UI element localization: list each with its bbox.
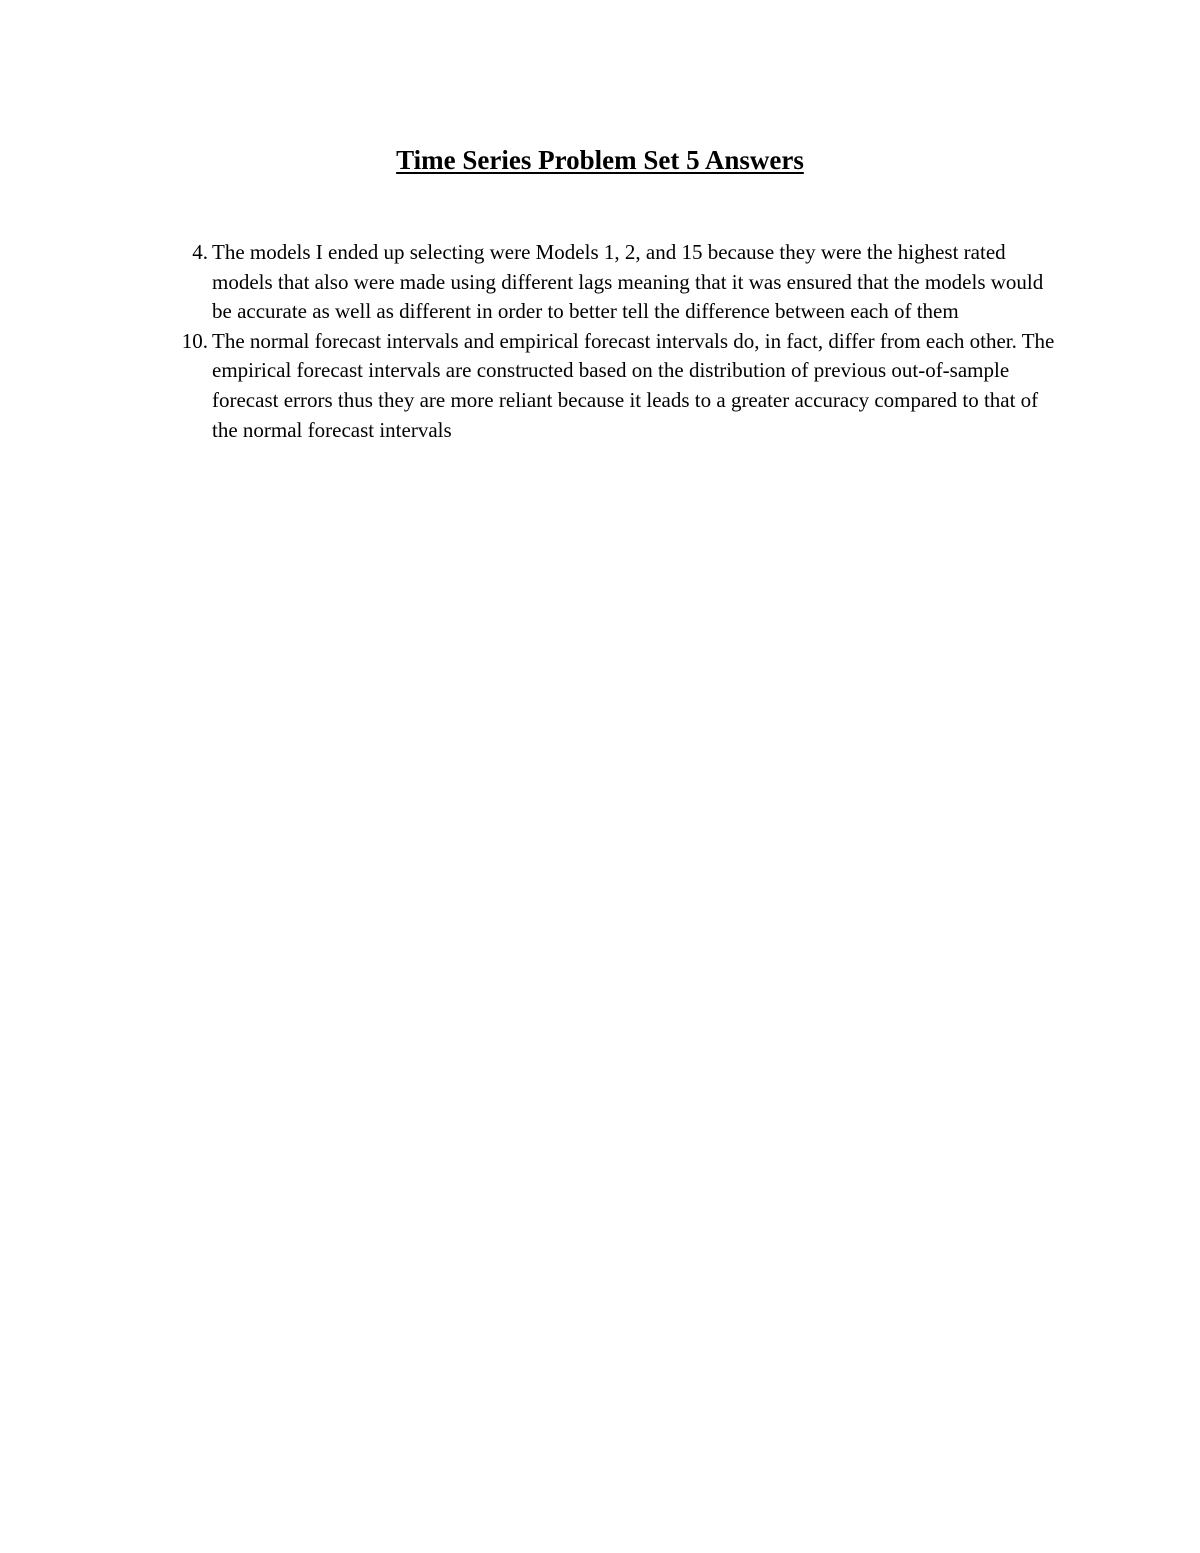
answer-text: The normal forecast intervals and empirical forecast intervals do, in fact, differ from each other. The empirical forecast intervals are constructed based on the distribution of previous out-of-sample forecast errors thus they are more reliant because it leads to a greater accuracy compared to that of the normal forecast intervals (212, 328, 1055, 442)
answer-number (168, 238, 208, 268)
answer-item-10 (168, 327, 1068, 445)
answer-item-4 (168, 238, 1068, 327)
answer-list (168, 238, 1068, 445)
document-title: Time Series Problem Set 5 Answers (396, 145, 804, 175)
answer-number-label: 4. (192, 240, 208, 264)
answer-text: The models I ended up selecting were Models 1, 2, and 15 because they were the highest rated models that also were made using different lags meaning that it was ensured that the models would be accurate as well as different in order to better tell the difference between each of them (212, 240, 1044, 324)
answer-number (168, 327, 208, 357)
answer-number-label: 10. (181, 328, 208, 353)
